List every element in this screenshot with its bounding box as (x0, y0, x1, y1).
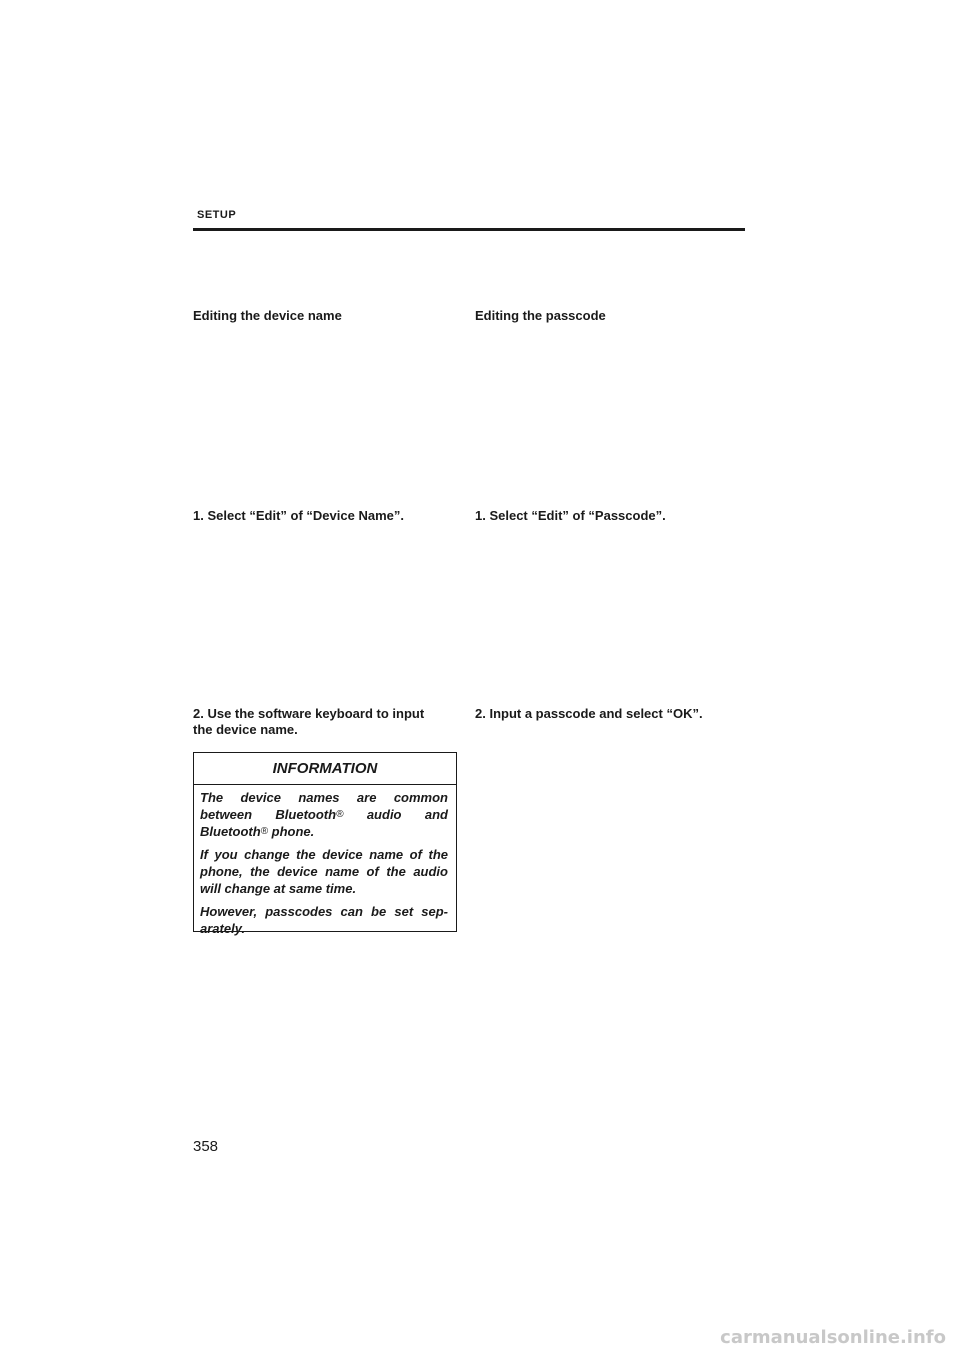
information-text-1c: phone. (268, 824, 315, 839)
left-heading: Editing the device name (193, 308, 342, 323)
information-box (193, 752, 457, 936)
right-step-1: 1. Select “Edit” of “Passcode”. (475, 508, 666, 523)
right-heading: Editing the passcode (475, 308, 606, 323)
left-step-2-line-1: 2. Use the software keyboard to input (193, 706, 425, 721)
information-body (194, 785, 456, 937)
information-paragraph-2: If you change the device name of the phone, the device name of the audio will change at same time. (200, 847, 448, 896)
section-header: SETUP (197, 209, 237, 221)
right-step-2: 2. Input a passcode and select “OK”. (475, 706, 703, 721)
header-rule (193, 228, 745, 231)
registered-mark-1: ® (336, 809, 344, 820)
information-paragraph-3: However, passcodes can be set sep-arately. (200, 904, 448, 936)
information-text-1b: audio and Bluetooth (200, 807, 448, 839)
information-title: INFORMATION (194, 753, 456, 785)
page-number: 358 (193, 1138, 219, 1155)
left-step-1: 1. Select “Edit” of “Device Name”. (193, 508, 404, 523)
information-text-1a: The device names are common between Bluetooth (200, 790, 448, 822)
registered-mark-2: ® (260, 826, 269, 837)
information-paragraph-1 (200, 789, 448, 840)
watermark: carmanualsonline.info (720, 1327, 946, 1348)
left-step-2-line-2: the device name. (193, 722, 298, 737)
